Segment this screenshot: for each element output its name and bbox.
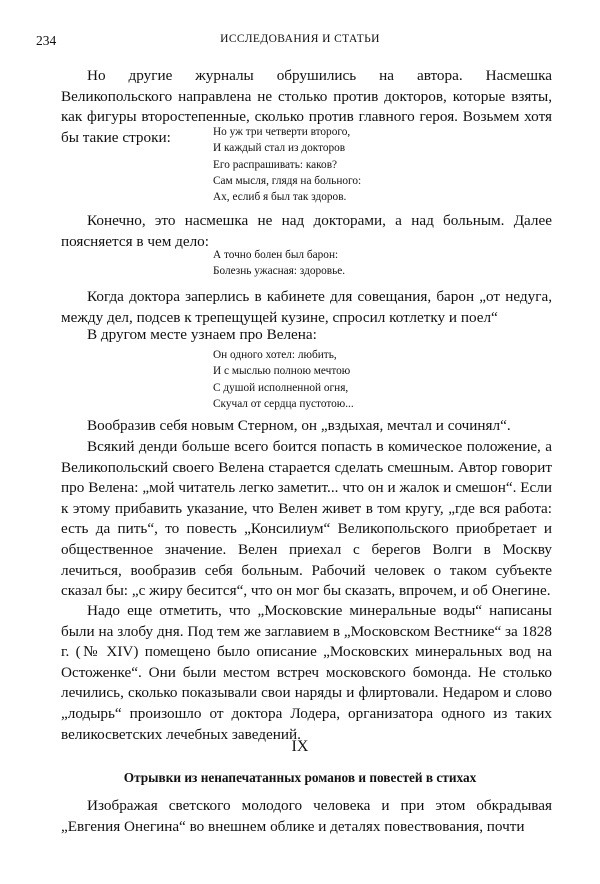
- verse-line: Сам мысля, глядя на больного:: [213, 174, 362, 187]
- verse-line: С душой исполненной огня,: [213, 381, 349, 394]
- running-title: ИССЛЕДОВАНИЯ И СТАТЬИ: [220, 33, 380, 45]
- paragraph-doctors: Когда доктора заперлись в кабинете для совещания, барон „от недуга, между дел, подсев к трепещущей кузине, спросил котлетку и поел“: [61, 288, 552, 326]
- paragraph-mockery: Конечно, это насмешка не над докторами, а над больным. Далее поясняется в чем дело:: [61, 212, 552, 250]
- section-number: IX: [291, 738, 309, 755]
- page-header: [36, 33, 564, 49]
- page-number: 234: [36, 33, 57, 48]
- paragraph-fragments: Изображая светского молодого человека и при этом обкрадывая „Евгения Онегина“ во внешнем облике и деталях повествования, почти: [61, 797, 552, 835]
- paragraph-velen-intro: В другом месте узнаем про Велена:: [87, 326, 317, 343]
- paragraph-sterne: Вообразив себя новым Стерном, он „вздыхая, мечтал и сочинял“.: [87, 417, 511, 434]
- verse-line: Он одного хотел: любить,: [213, 349, 337, 361]
- paragraph-intro: Но другие журналы обрушились на автора. Насмешка Великопольского направлена не столько против докторов, которые взяты, как фигуры второстепенные, сколько против главного героя. Возьмем хотя бы такие строки:: [61, 67, 552, 146]
- verse-line: Но уж три четверти второго,: [213, 126, 351, 138]
- verse-excerpt-3: [213, 347, 354, 412]
- verse-excerpt-1: [213, 124, 361, 205]
- verse-line: Скучал от сердца пустотою...: [213, 397, 354, 410]
- verse-excerpt-2: [213, 247, 345, 280]
- paragraph-mineral-waters: Надо еще отметить, что „Московские минеральные воды“ написаны были на злобу дня. Под тем же заглавием в „Московском Вестнике“ за 1828 г. (№ XIV) помещено было описание „Московских минеральных вод на Остоженке“. Они были местом встреч московского бомонда. Не столько лечились, сколько показывали свои наряды и флиртовали. Недаром и слово „лодырь“ произошло от доктора Лодера, организатора одного из таких великосветских лечебных заведений.: [61, 602, 552, 743]
- verse-line: Его распрашивать: каков?: [213, 158, 338, 171]
- verse-line: Болезнь ужасная: здоровье.: [213, 265, 346, 278]
- paragraph-dandy: Всякий денди больше всего боится попасть в комическое положение, а Великопольский своего Велена старается сделать смешным. Автор говорит про Велена: „мой читатель легко заметит... что он и жалок и смешон“. Если к этому прибавить указание, что Велен живет в том кругу, „где вся работа: есть да пить“, то повесть „Консилиум“ Великопольского приобретает и общественное значение. Велен приехал с берегов Волги в Москву лечиться, вообразив себя больным. Рабочий человек о таком субъекте сказал бы: „с жиру бесится“, что он мог бы сказать, впрочем, и об Онегине.: [61, 438, 552, 600]
- verse-line: И каждый стал из докторов: [213, 142, 346, 155]
- section-title: Отрывки из ненапечатанных романов и повестей в стихах: [123, 770, 477, 785]
- verse-line: А точно болен был барон:: [213, 249, 339, 261]
- verse-line: И с мыслью полною мечтою: [213, 365, 351, 378]
- verse-line: Ах, еслиб я был так здоров.: [213, 191, 347, 204]
